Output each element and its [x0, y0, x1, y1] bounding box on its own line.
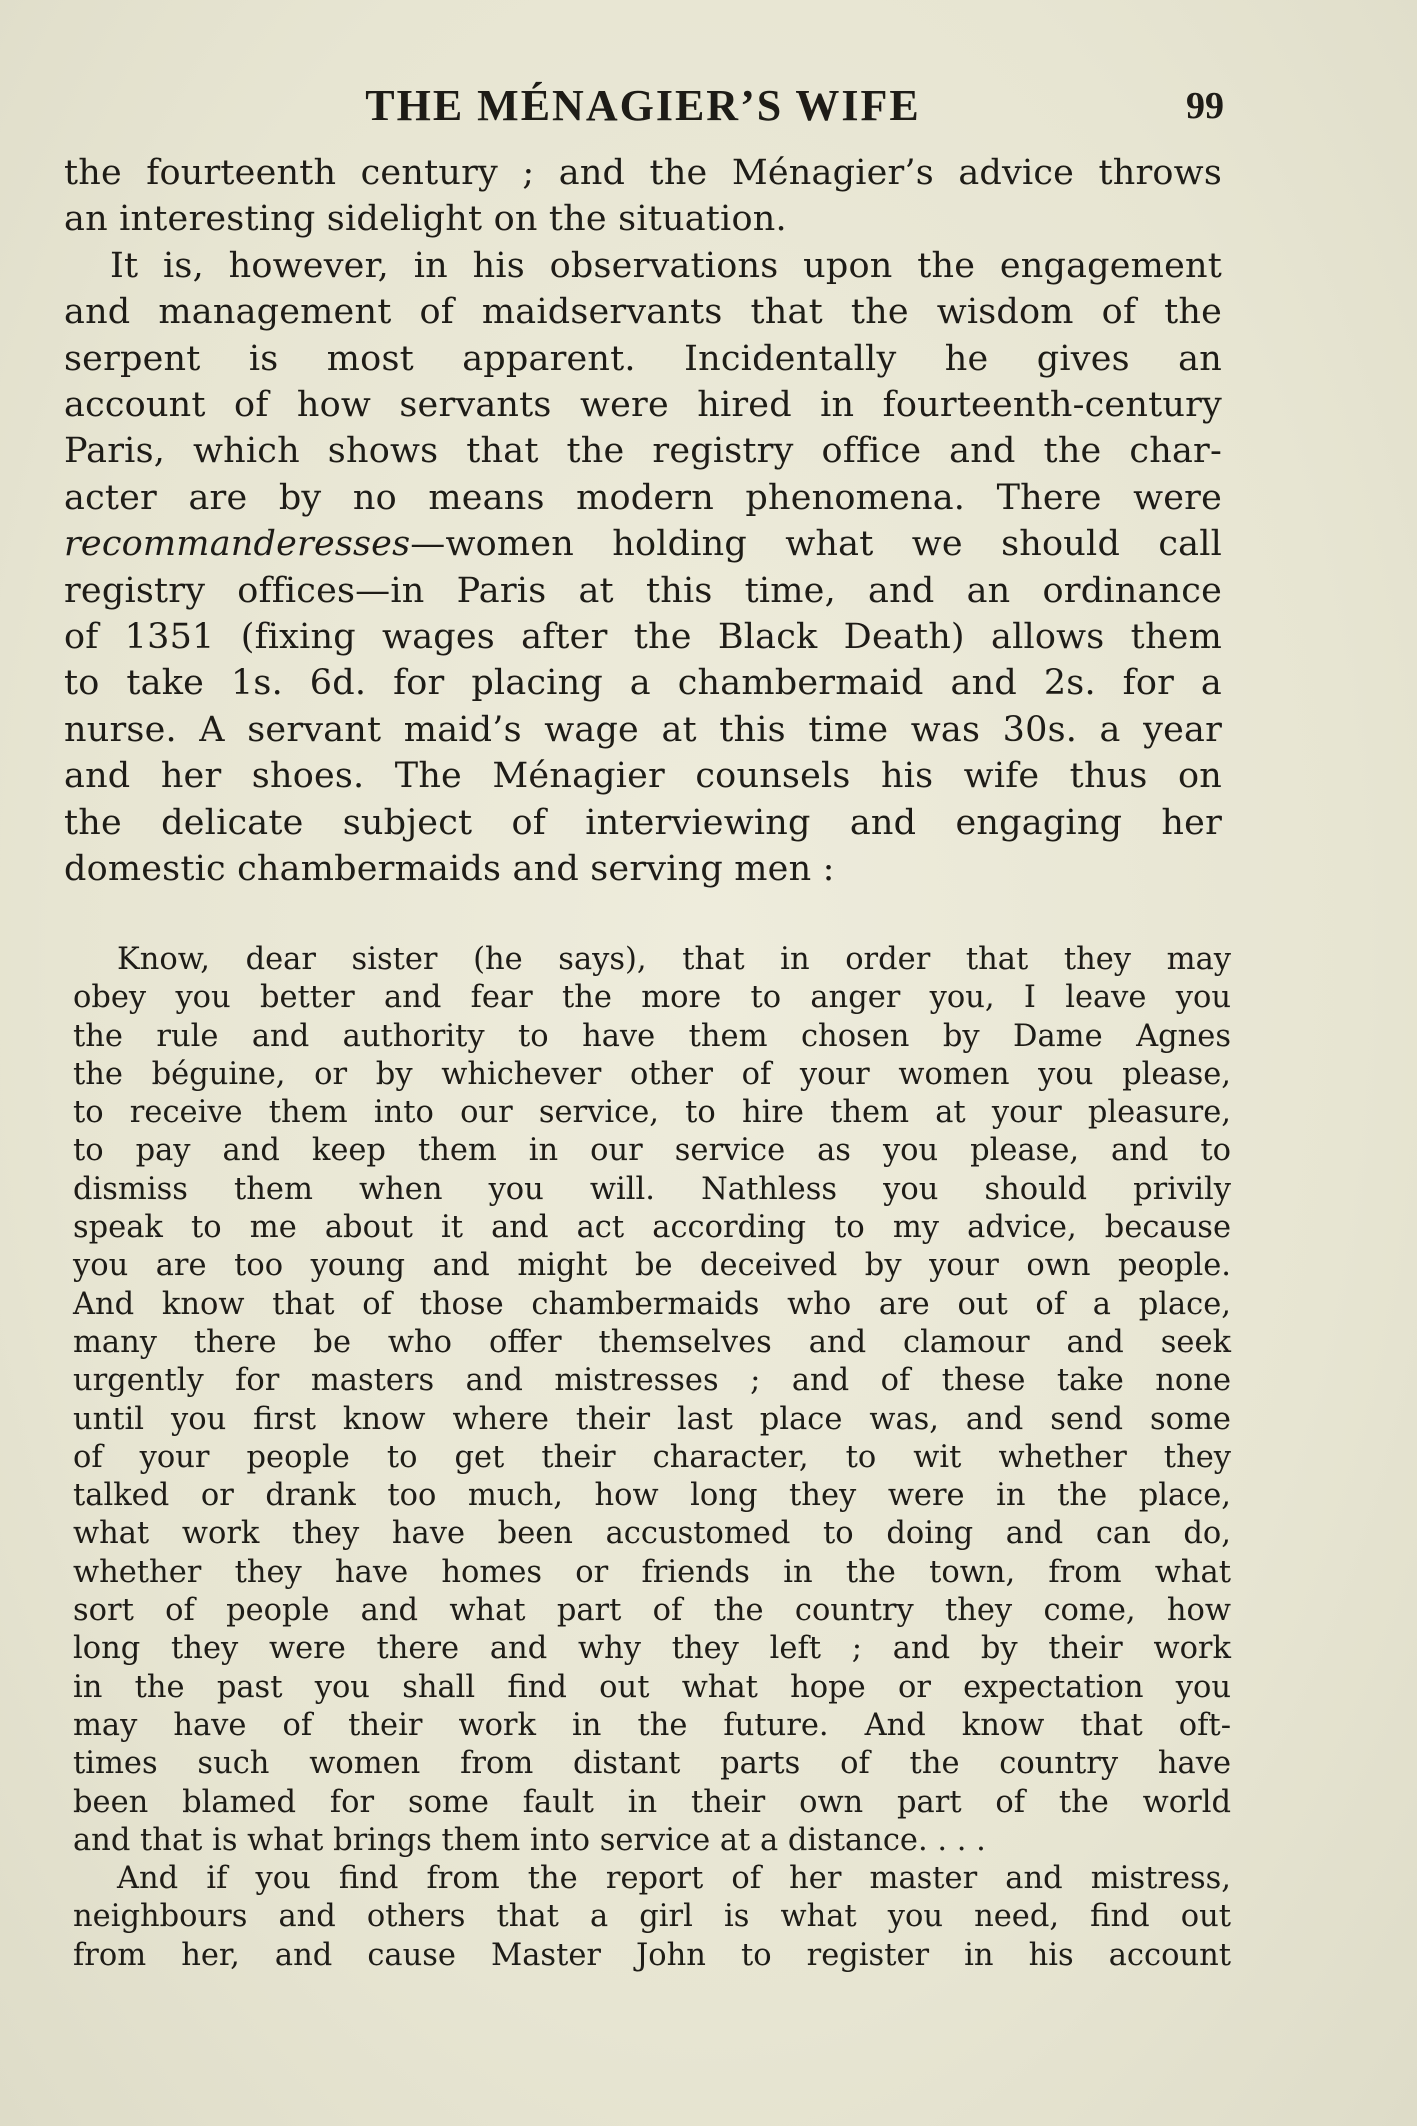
quote-line: from her, and cause Master John to register in his account	[73, 1937, 1231, 1973]
quote-line: many there be who offer themselves and clamour and seek	[73, 1324, 1231, 1360]
body-line: account of how servants were hired in fourteenth-century	[64, 385, 1222, 426]
running-head	[62, 76, 1224, 136]
page-number: 99	[1186, 85, 1224, 127]
quote-line: dismiss them when you will. Nathless you should privily	[73, 1171, 1231, 1207]
quote-line: Know, dear sister (he says), that in order that they may	[117, 942, 1231, 977]
body-line: nurse. A servant maid’s wage at this time was 30s. a year	[64, 709, 1222, 750]
quote-line: long they were there and why they left ; and by their work	[73, 1631, 1231, 1667]
body-line: It is, however, in his observations upon the engagement	[110, 245, 1222, 286]
body-line: the delicate subject of interviewing and engaging her	[64, 802, 1222, 843]
body-line: an interesting sidelight on the situation.	[64, 199, 787, 240]
body-line: the fourteenth century ; and the Ménagier’s advice throws	[64, 153, 1222, 193]
quote-line: And know that of those chambermaids who are out of a place,	[73, 1286, 1231, 1322]
body-line: of 1351 (fixing wages after the Black Death) allows them	[64, 617, 1222, 658]
body-line: to take 1s. 6d. for placing a chambermaid and 2s. for a	[64, 663, 1222, 704]
quote-line: in the past you shall find out what hope or expectation you	[73, 1669, 1231, 1705]
quote-line: may have of their work in the future. And know that oft-	[73, 1707, 1231, 1743]
quote-line: and that is what brings them into service at a distance. . . .	[73, 1822, 986, 1858]
quote-line: the rule and authority to have them chosen by Dame Agnes	[73, 1018, 1231, 1054]
running-title: THE MÉNAGIER’S WIFE	[365, 81, 921, 130]
body-line: serpent is most apparent. Incidentally he gives an	[64, 338, 1222, 379]
body-line: and management of maidservants that the wisdom of the	[64, 292, 1222, 333]
body-line: and her shoes. The Ménagier counsels his wife thus on	[64, 756, 1222, 797]
quote-line: sort of people and what part of the country they come, how	[73, 1593, 1231, 1629]
quote-line: what work they have been accustomed to doing and can do,	[73, 1516, 1231, 1552]
body-line-with-italic	[64, 521, 1222, 567]
quote-line: speak to me about it and act according to my advice, because	[73, 1210, 1231, 1246]
quote-line: times such women from distant parts of the country have	[73, 1746, 1231, 1782]
quote-line: the béguine, or by whichever other of your women you please,	[73, 1056, 1231, 1092]
block-quote	[73, 941, 1231, 1975]
quote-line: you are too young and might be deceived by your own people.	[73, 1248, 1231, 1284]
quote-line: been blamed for some fault in their own part of the world	[73, 1784, 1231, 1820]
quote-line: And if you find from the report of her master and mistress,	[117, 1861, 1231, 1897]
quote-line: to pay and keep them in our service as you please, and to	[73, 1133, 1231, 1169]
quote-line: talked or drank too much, how long they were in the place,	[73, 1478, 1231, 1514]
body-line: acter are by no means modern phenomena. There were	[64, 477, 1222, 518]
quote-line: neighbours and others that a girl is what you need, find out	[73, 1899, 1231, 1935]
quote-line: until you first know where their last place was, and send some	[73, 1401, 1231, 1437]
body-line: registry offices—in Paris at this time, and an ordinance	[64, 570, 1222, 611]
italic-term: recommanderesses	[64, 524, 411, 565]
body-line-rest: —women holding what we should call	[410, 524, 1222, 565]
body-line: domestic chambermaids and serving men :	[64, 849, 835, 890]
quote-line: of your people to get their character, to wit whether they	[73, 1439, 1231, 1475]
quote-line: urgently for masters and mistresses ; and of these take none	[73, 1363, 1231, 1399]
quote-line: to receive them into our service, to hire them at your pleasure,	[73, 1095, 1231, 1131]
body-line: Paris, which shows that the registry office and the char-	[64, 431, 1222, 472]
body-paragraphs	[64, 150, 1222, 893]
quote-line: obey you better and fear the more to anger you, I leave you	[73, 980, 1231, 1016]
quote-line: whether they have homes or friends in the town, from what	[73, 1554, 1231, 1590]
